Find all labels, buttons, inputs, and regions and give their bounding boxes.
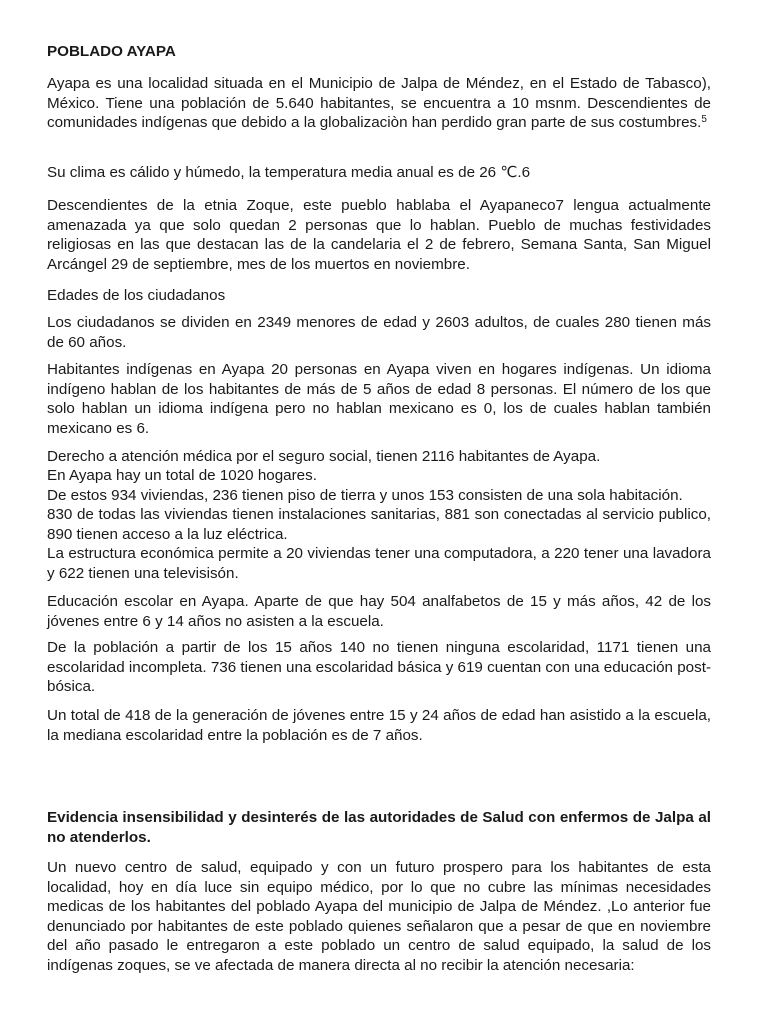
paragraph-climate: Su clima es cálido y húmedo, la temperatura media anual es de 26 ℃.6 <box>47 164 531 181</box>
paragraph-education: Educación escolar en Ayapa. Aparte de que hay 504 analfabetos de 15 y más años, 42 de los jóvenes entre 6 y 14 años no asisten a la escuela. <box>47 593 711 630</box>
paragraph-dwellings: De estos 934 viviendas, 236 tienen piso de tierra y unos 153 consisten de una sola habitación. <box>47 487 683 504</box>
paragraph-ethnic: Descendientes de la etnia Zoque, este pueblo hablaba el Ayapaneco7 lengua actualmente amenazada ya que solo quedan 2 personas que lo hablan. Pueblo de muchas festividades religiosas en las que destacan las de la candelaria el 2 de febrero, Semana Santa, San Miguel Arcángel 29 de septiembre, mes de los muertos en noviembre. <box>47 197 711 273</box>
paragraph-schooling: De la población a partir de los 15 años 140 no tienen ninguna escolaridad, 1171 tienen una escolaridad incompleta. 736 tienen una escolaridad básica y 619 cuentan con una educación post-bósica. <box>47 639 711 696</box>
paragraph-economy: La estructura económica permite a 20 viviendas tener una computadora, a 220 tener una lavadora y 622 tienen una televisisón. <box>47 545 711 582</box>
footnote-ref: 5 <box>701 114 707 126</box>
paragraph-ages-heading: Edades de los ciudadanos <box>47 287 226 304</box>
paragraph-intro-text: Ayapa es una localidad situada en el Municipio de Jalpa de Méndez, en el Estado de Tabasco), México. Tiene una población de 5.640 habitantes, se encuentra a 10 msnm. Descendientes de comunidades indígenas que debido a la globalizaciòn han perdido gran parte de sus costumbres. <box>47 75 711 132</box>
paragraph-ages: Los ciudadanos se dividen en 2349 menores de edad y 2603 adultos, de cuales 280 tienen más de 60 años. <box>47 314 711 351</box>
paragraph-services: 830 de todas las viviendas tienen instalaciones sanitarias, 881 son conectadas al servicio publico, 890 tienen acceso a la luz eléctrica. <box>47 506 711 543</box>
section-heading: Evidencia insensibilidad y desinterés de las autoridades de Salud con enfermos de Jalpa al no atenderlos. <box>47 809 711 846</box>
paragraph-households: En Ayapa hay un total de 1020 hogares. <box>47 467 317 484</box>
section-paragraph: Un nuevo centro de salud, equipado y con un futuro prospero para los habitantes de esta localidad, hoy en día luce sin equipo médico, por lo que no cubre las mínimas necesidades medicas de los habitantes del poblado Ayapa del municipio de Jalpa de Méndez. ,Lo anterior fue denunciado por habitantes de este poblado quienes señalaron que a pesar de que en noviembre del año pasado le entregaron a este poblado un centro de salud equipado, la salud de los indígenas zoques, se ve afectada de manera directa al no recibir la atención necesaria: <box>47 859 711 974</box>
paragraph-intro <box>47 74 711 133</box>
page-title: POBLADO AYAPA <box>47 43 176 60</box>
paragraph-medical: Derecho a atención médica por el seguro social, tienen 2116 habitantes de Ayapa. <box>47 448 601 465</box>
paragraph-youth: Un total de 418 de la generación de jóvenes entre 15 y 24 años de edad han asistido a la escuela, la mediana escolaridad entre la población es de 7 años. <box>47 707 711 744</box>
paragraph-indigenous: Habitantes indígenas en Ayapa 20 personas en Ayapa viven en hogares indígenas. Un idioma indígeno hablan de los habitantes de más de 5 años de edad 8 personas. El número de los que solo hablan un idioma indígena pero no hablan mexicano es 0, los de cuales hablan también mexicano es 6. <box>47 361 711 437</box>
